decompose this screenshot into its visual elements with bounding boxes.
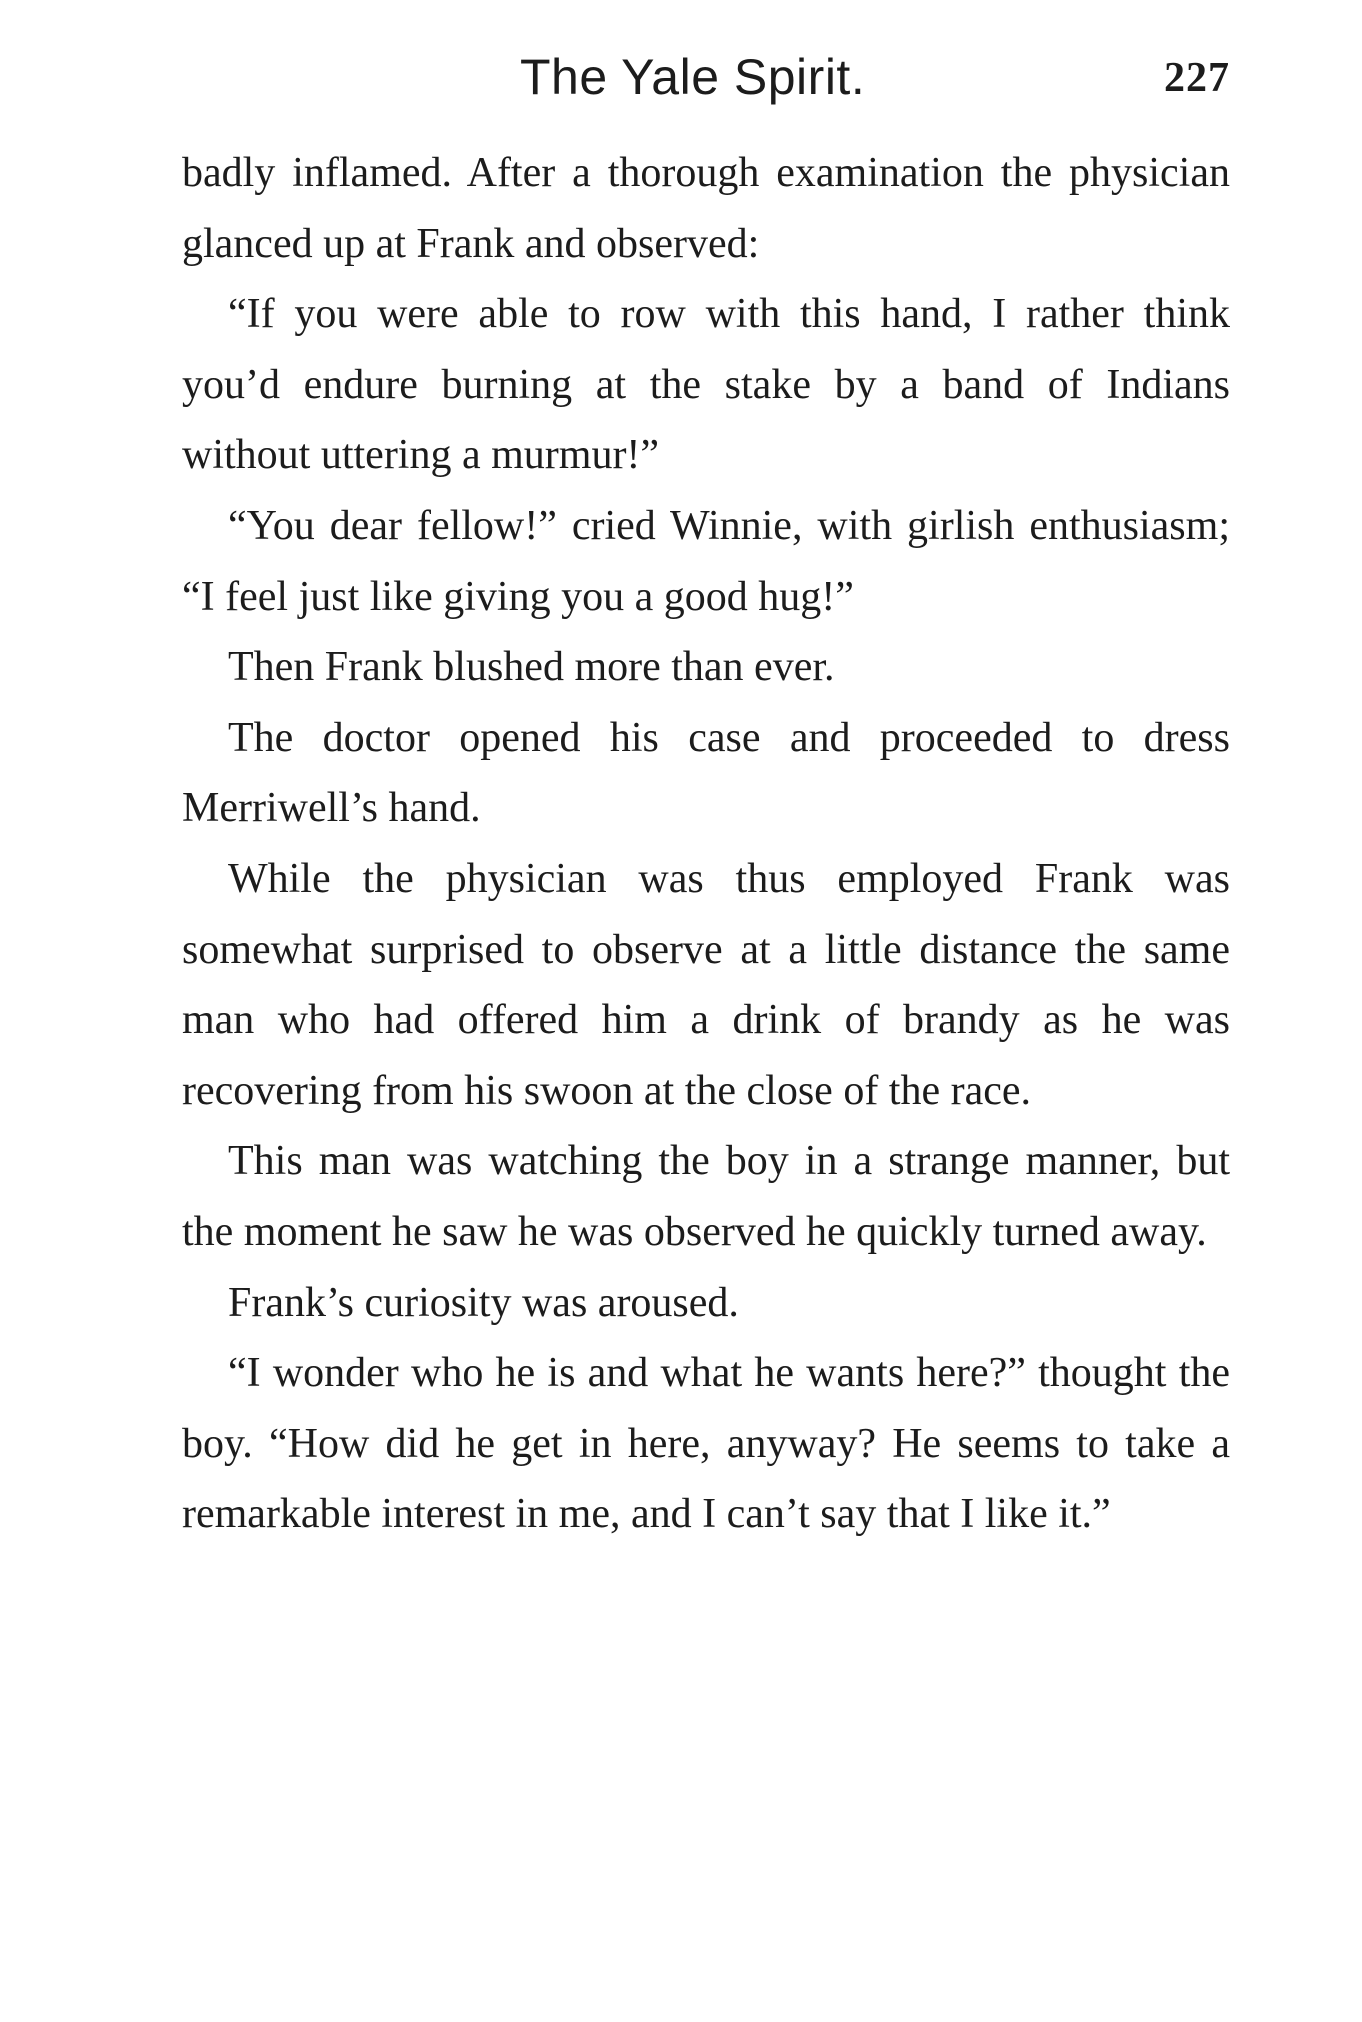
- paragraph: Frank’s curiosity was aroused.: [228, 1279, 739, 1326]
- page-header: [180, 48, 1230, 118]
- paragraph: Then Frank blushed more than ever.: [228, 644, 835, 691]
- paragraph: “I wonder who he is and what he wants here?” thought the boy. “How did he get in here, anyway? He seems to take a remarkable interest in me, and I can’t say that I like it.”: [182, 1350, 1230, 1538]
- paragraph: “You dear fellow!” cried Winnie, with girlish enthusiasm; “I feel just like giving you a good hug!”: [182, 502, 1230, 620]
- paragraph: While the physician was thus employed Frank was somewhat surprised to observe at a little distance the same man who had offered him a drink of brandy as he was recovering from his swoon at the close of the race.: [182, 855, 1230, 1114]
- paragraph: badly inflamed. After a thorough examination the physician glanced up at Frank and observed:: [182, 150, 1230, 267]
- page-number: 227: [1164, 55, 1230, 101]
- paragraph: This man was watching the boy in a strange manner, but the moment he saw he was observed he quickly turned away.: [182, 1138, 1230, 1255]
- paragraph: The doctor opened his case and proceeded to dress Merriwell’s hand.: [182, 714, 1230, 832]
- paragraph: “If you were able to row with this hand, I rather think you’d endure burning at the stake by a band of Indians without uttering a murmur!”: [182, 291, 1230, 479]
- body-text: [182, 138, 1230, 1550]
- running-title: The Yale Spirit.: [520, 49, 866, 105]
